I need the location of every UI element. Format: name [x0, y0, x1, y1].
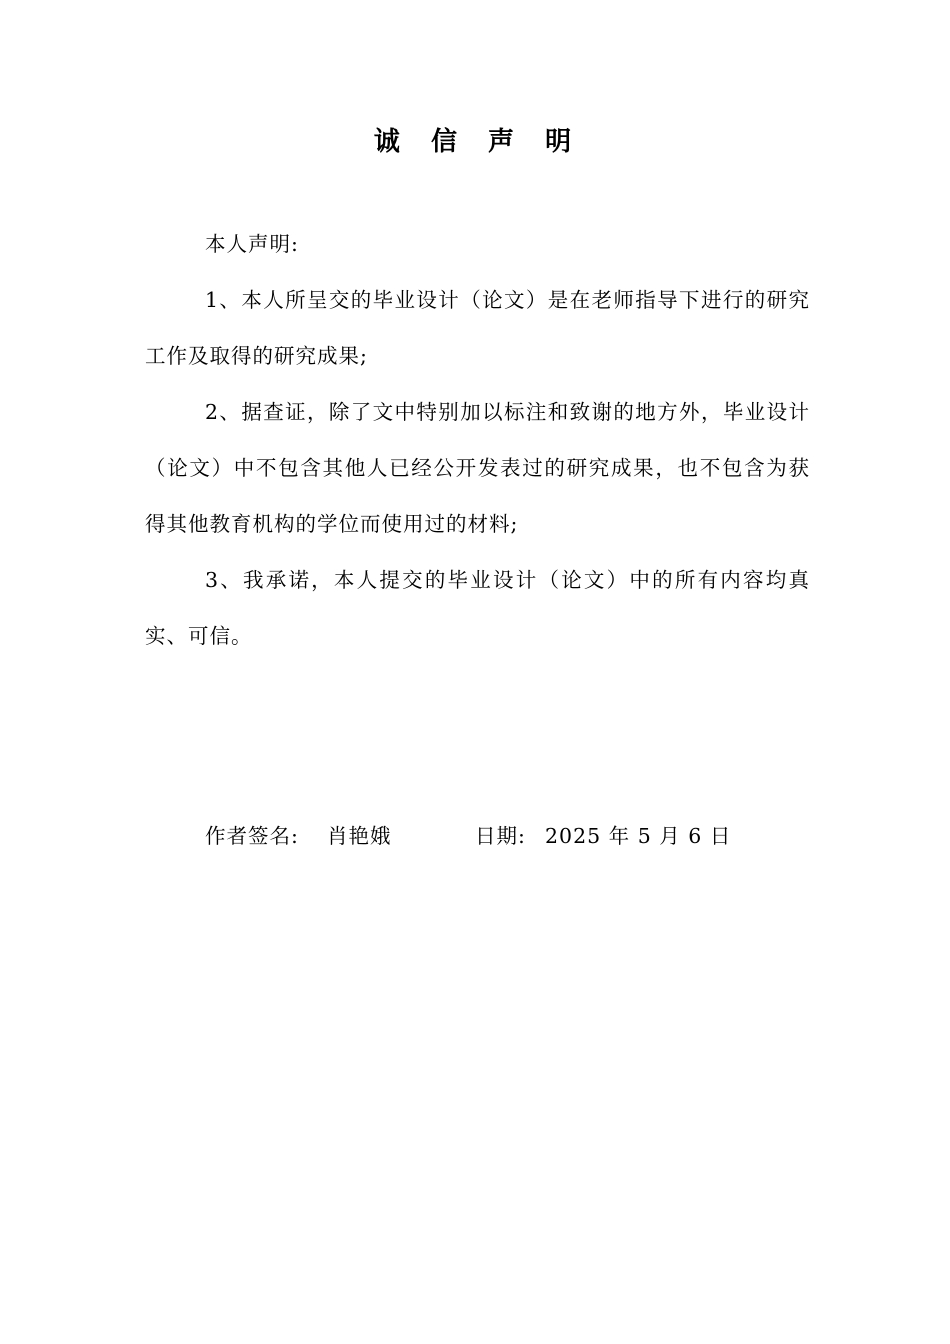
- author-label: 作者签名:: [205, 824, 299, 848]
- declaration-item-3: [145, 552, 810, 664]
- author-signature: 肖艳娥: [327, 824, 392, 848]
- date-value: 2025 年 5 月 6 日: [545, 824, 732, 848]
- page-title: 诚 信 声 明: [373, 127, 583, 157]
- declaration-intro: [145, 216, 810, 272]
- signature-row: [205, 814, 765, 858]
- intro-text: 本人声明:: [205, 232, 299, 256]
- declaration-item-2: [145, 384, 810, 552]
- item-2-text: 2、据查证，除了文中特别加以标注和致谢的地方外，毕业设计（论文）中不包含其他人已经公开发表过的研究成果，也不包含为获得其他教育机构的学位而使用过的材料;: [145, 400, 810, 536]
- item-1-text: 1、本人所呈交的毕业设计（论文）是在老师指导下进行的研究工作及取得的研究成果;: [145, 288, 810, 368]
- item-3-text: 3、我承诺，本人提交的毕业设计（论文）中的所有内容均真实、可信。: [145, 568, 810, 648]
- declaration-item-1: [145, 272, 810, 384]
- date-label: 日期:: [475, 824, 526, 848]
